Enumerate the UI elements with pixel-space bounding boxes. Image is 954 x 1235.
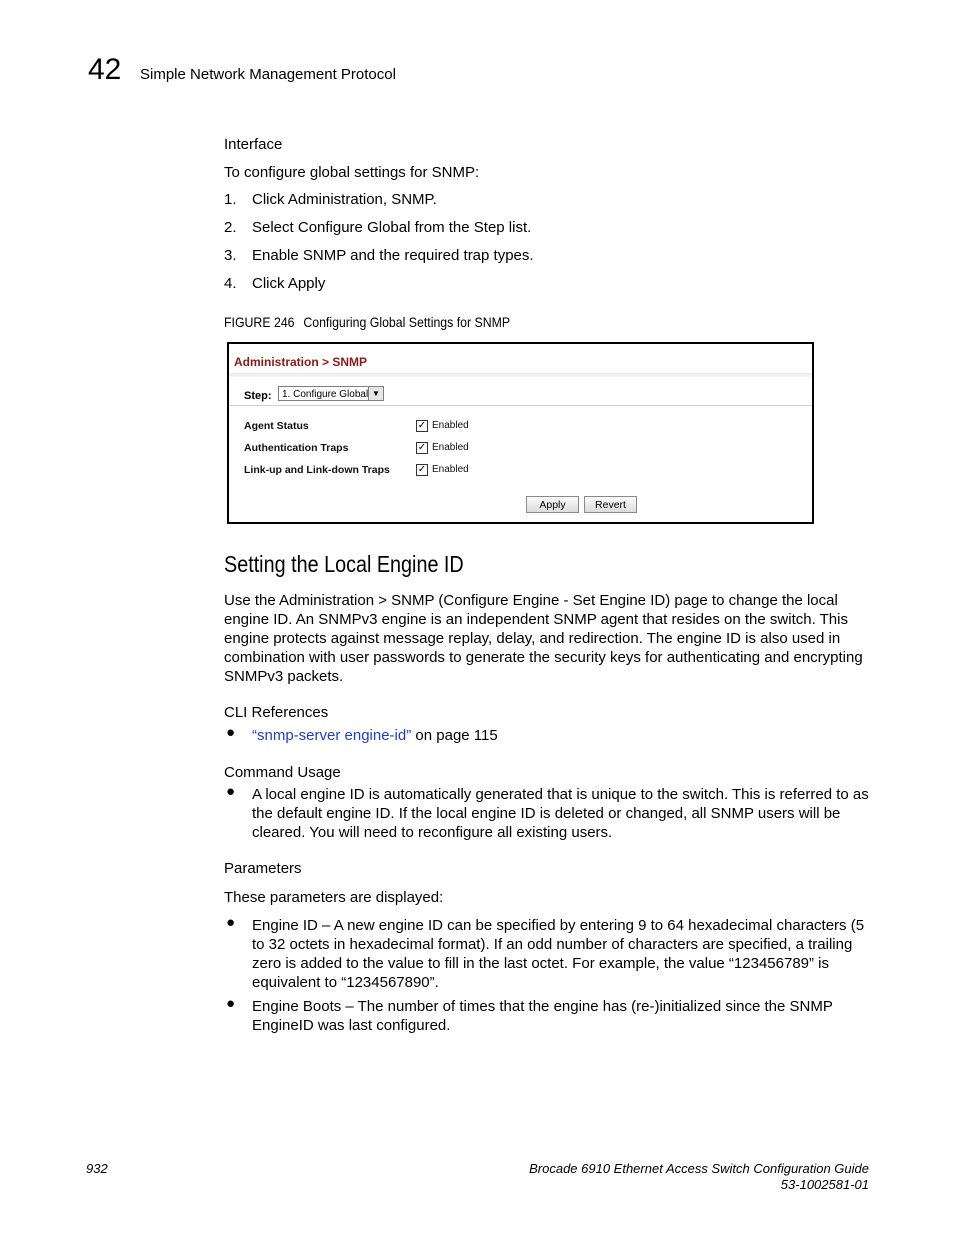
auth-traps-label: Authentication Traps <box>244 442 349 454</box>
param-name: Engine Boots <box>252 998 342 1015</box>
chapter-number: 42 <box>88 53 122 86</box>
step-text: Enable SNMP and the required trap types. <box>252 247 534 264</box>
agent-status-checkbox[interactable]: ✓ <box>417 420 427 431</box>
section-title: Setting the Local Engine ID <box>224 551 464 577</box>
divider <box>229 405 812 406</box>
panel-breadcrumb: Administration > SNMP <box>234 355 368 369</box>
step-number: 4. <box>224 275 237 292</box>
step-item <box>224 275 325 292</box>
chevron-down-icon[interactable]: ▼ <box>368 387 383 400</box>
agent-status-state: Enabled <box>432 420 469 431</box>
interface-intro: To configure global settings for SNMP: <box>224 164 480 181</box>
usage-text: A local engine ID is automatically generated that is unique to the switch. This is referred to as the default engine ID. If the local engine ID is deleted or changed, all SNMP users will be cleared. You will need to reconfigure all existing users. <box>252 786 869 841</box>
step-number: 3. <box>224 247 237 264</box>
bullet-icon: ● <box>226 995 236 1012</box>
apply-button[interactable]: Apply <box>526 496 579 513</box>
figure-caption <box>224 314 510 330</box>
auth-traps-checkbox[interactable]: ✓ <box>417 442 427 453</box>
link-traps-checkbox[interactable]: ✓ <box>417 464 427 475</box>
revert-button[interactable]: Revert <box>584 496 637 513</box>
agent-status-label: Agent Status <box>244 420 309 432</box>
bullet-icon: ● <box>226 724 236 741</box>
step-select[interactable] <box>278 386 384 401</box>
chapter-title: Simple Network Management Protocol <box>140 66 396 83</box>
auth-traps-state: Enabled <box>432 442 469 453</box>
snmp-config-panel <box>227 342 814 524</box>
usage-heading: Command Usage <box>224 764 341 781</box>
step-number: 2. <box>224 219 237 236</box>
figure-label: FIGURE 246 <box>224 314 295 330</box>
params-intro: These parameters are displayed: <box>224 889 444 906</box>
figure-title: Configuring Global Settings for SNMP <box>303 314 511 330</box>
step-text: Click Apply <box>252 275 326 292</box>
doc-number: 53-1002581-01 <box>780 1177 869 1192</box>
link-traps-label: Link-up and Link-down Traps <box>244 464 390 476</box>
step-text: Click Administration, SNMP. <box>252 191 437 208</box>
step-label: Step: <box>244 390 272 402</box>
step-text: Select Configure Global from the Step list. <box>252 219 532 236</box>
interface-heading: Interface <box>224 136 283 153</box>
guide-title: Brocade 6910 Ethernet Access Switch Configuration Guide <box>529 1161 869 1176</box>
param-name: Engine ID <box>252 917 318 934</box>
bullet-icon: ● <box>226 914 236 931</box>
cli-reference-item <box>252 726 874 745</box>
step-item <box>224 247 534 264</box>
step-select-value: 1. Configure Global <box>282 389 369 400</box>
param-item <box>252 997 874 1035</box>
cli-reference-link[interactable]: “snmp-server engine-id” <box>252 727 412 744</box>
step-item <box>224 219 531 236</box>
footer-info <box>529 1161 869 1193</box>
header-divider <box>229 373 812 377</box>
param-desc: – A new engine ID can be specified by entering 9 to 64 hexadecimal characters (5 to 32 octets in hexadecimal format). If an odd number of characters are specified, a trailing zero is added to the value to fill in the last octet. For example, the value “123456789” is equivalent to “1234567890”. <box>252 917 865 991</box>
param-desc: – The number of times that the engine has (re-)initialized since the SNMP EngineID was last configured. <box>252 998 833 1034</box>
section-paragraph: Use the Administration > SNMP (Configure Engine - Set Engine ID) page to change the local engine ID. An SNMPv3 engine is an independent SNMP agent that resides on the switch. This engine protects against message replay, delay, and redirection. The engine ID is also used in combination with user passwords to generate the security keys for authenticating and encrypting SNMPv3 packets. <box>224 592 863 685</box>
cli-reference-page: on page 115 <box>411 727 498 744</box>
cli-heading: CLI References <box>224 704 329 721</box>
page-number: 932 <box>86 1161 108 1176</box>
param-item <box>252 916 874 992</box>
step-number: 1. <box>224 191 237 208</box>
params-heading: Parameters <box>224 860 302 877</box>
bullet-icon: ● <box>226 783 236 800</box>
step-item <box>224 191 437 208</box>
link-traps-state: Enabled <box>432 464 469 475</box>
